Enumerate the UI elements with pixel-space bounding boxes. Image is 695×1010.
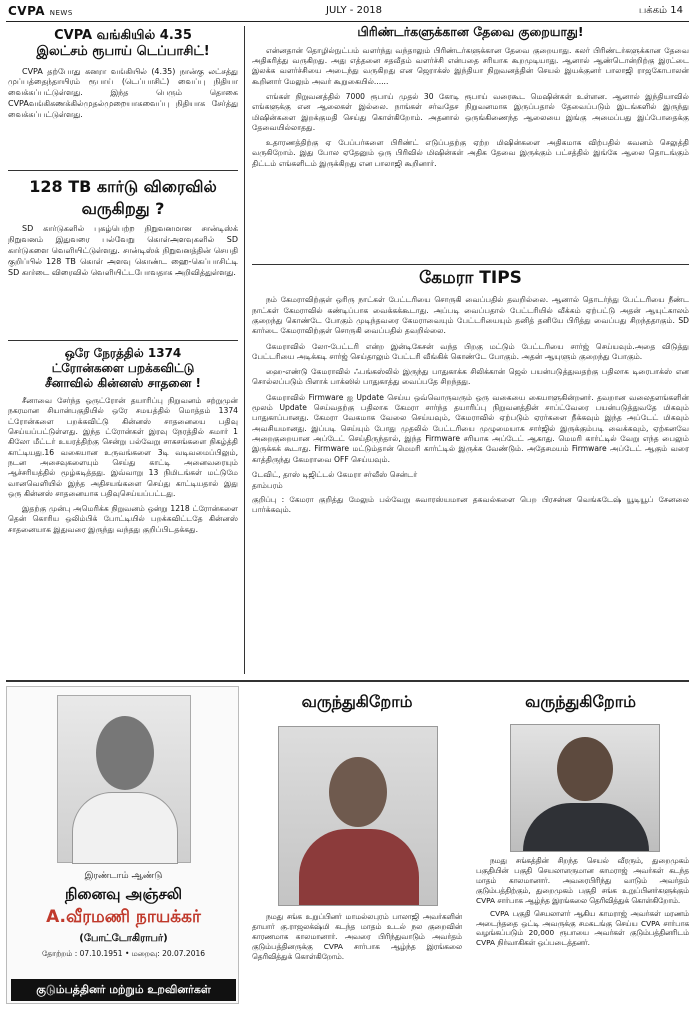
memorial-heading: நினைவு அஞ்சலி (64, 885, 183, 903)
article-credit-place: தாம்பரம் (252, 481, 283, 491)
article-body: SD கார்டுகளில் புகழ்பெற்ற நிறுவனமான சான்டிஸ்க் நிறுவனம் இதுவரை பல்வேறு கொள்அளவுகளில் SD கார்டுகளை வெளியிட்டுள்ளது. சான்டிஸ்க் நிறுவனத்தின் செயதி குறிப்பில் 128 TB கொள் அளவு கொண்ட ஹை-கெப்பாசிட்டி SD கார்டை விரைவில் வெளியிட்டபோவதாக அறிவித்துள்ளது. (8, 224, 238, 277)
condolence-body: CVPA பகுதி செயலாளர் ஆகிய காமராஜ் அவர்கள் மரணம் அடைந்ததை ஒட்டி அவருக்கு சமகடங்கு செய்ய CVPA சார்பாக வழங்கப்படும் 20,000 ரூபாயை அவர்கள் குடும்பத்தினரிடம் CVPA நிர்வாகிகள் ஒப்படைத்தனர். (476, 908, 689, 948)
article-body: என்னதான் தொழில்நுட்பம் வளர்ந்து வந்தாலும் பிரிண்டர்களுக்கான தேவை குறையாது. கலர் பிரிண்டர்களுக்கான தேவை அதிகரித்து வருகிறது. அது எத்தனை சதவீதம் வளர்ச்சி என்பதை சரியாக கூறமுடியாது. ஆனால் ஆண்டொன்றிற்கு இரட்டை இலக்க வளர்ச்சியை அடைந்து வருகிறது என ஜெராக்ஸ் இந்தியா நிறுவனத்தின் செயல் இயக்குனர் பாலாஜி ராஜகோபாலன் கூறினார் மேலும் அவர் கூறுகையில்...... (252, 45, 689, 86)
title-line: சீனாவில் கின்னஸ் சாதனை ! (45, 376, 201, 390)
memorial-name: A.வீரமணி நாயக்கர் (46, 907, 201, 927)
column-divider (244, 26, 245, 674)
article-body: இதற்கு முன்பு அமெரிக்க நிறுவனம் ஒன்று 1218 ட்ரோன்களை தென் கொரிய ஒலிம்பிக் போட்டியில் பறக்கவிட்டதே கின்னஸ் சாதனையாக இதுவரை இருந்து வந்தது குறிப்பிடதக்கது. (8, 504, 238, 534)
title-line: CVPA வங்கியில் 4.35 (54, 28, 192, 43)
memorial-photo (57, 695, 191, 863)
title-line: இலட்சம் ரூபாய் டெப்பாசிட்! (36, 44, 210, 60)
article-note: குறிப்பு : கேமரா குறித்து மேலும் பல்வேறு சுவாரஸ்யமான தகவல்களை பெற பிரசன்ன வெங்கடேஷ் யூடியூப் சேனலை பார்க்கவும். (252, 494, 689, 514)
title-line: ஒரே நேரத்தில் 1374 (64, 346, 182, 360)
title-line: ட்ரோன்களை பறக்கவிட்டு (51, 361, 195, 375)
issue-date: JULY - 2018 (326, 5, 383, 16)
brand-name: CVPA (8, 4, 46, 18)
article-sd-card (8, 176, 238, 334)
memorial-role: (போட்டோகிராபர்) (79, 933, 168, 944)
article-title (8, 176, 238, 219)
divider (8, 170, 238, 171)
article-title: பிரிண்டர்களுக்கான தேவை குறையாது! (357, 24, 584, 39)
article-printer-demand (252, 24, 689, 260)
divider (252, 264, 689, 265)
portrait-head (96, 716, 154, 790)
condolence-title: வருந்துகிறோம் (301, 692, 413, 711)
portrait-head (329, 757, 387, 827)
condolence-body: நமது சங்கத்தின் சிறந்த செயல் வீரரும், துறைமுகம் பகுதியின் பகுதி செயலாளருமான காமராஜ் அவர்கள் கடந்த மாதம் காலமானார். அவரைபிரிந்து வாடும் அவர்தம் குடும்பத்திற்கும், துறைமுகம் பகுதி சங்க உறுப்பினர்களுக்கும் CVPA சார்பாக ஆழ்ந்த இரங்கலை தெரிவித்துக் கொள்கிறோம். (476, 856, 689, 905)
memorial-anniversary: இரண்டாம் ஆண்டு (84, 871, 163, 881)
brand-logo (8, 4, 73, 18)
portrait-torso (523, 803, 649, 852)
title-line: 128 TB கார்டு விரைவில் (29, 177, 217, 196)
article-body: எங்கள் நிறுவனத்தில் 7000 ரூபாய் முதல் 30 கோடி ரூபாய் வரைகூட மெஷின்கள் உள்ளன. ஆனால் இந்தியாவில் எங்களுக்கு என ஆலைகள் இல்லை. நாங்கள் சர்வதேச நிறுவனமாக இருப்பதால் தேவைப்படும் இடங்களில் இருந்து மிஷின்களை இறக்குமதி செய்து கொள்கிறோம். அதனால் ஒருங்கிணைந்த ஆலையை இங்கு அமைப்பது இப்போதைக்கு தேவையில்லாதது. (252, 91, 689, 132)
brand-suffix: NEWS (49, 9, 73, 17)
condolence-title: வருந்துகிறோம் (525, 692, 636, 711)
article-drone-record (8, 346, 238, 672)
section-divider (6, 680, 689, 682)
portrait-torso (72, 792, 178, 864)
title-line: வருகிறது ? (81, 198, 165, 218)
page-number: பக்கம் 14 (638, 5, 683, 16)
memorial-notice (6, 686, 239, 1004)
article-title (8, 28, 238, 61)
portrait-head (557, 737, 613, 801)
article-body: ஹை-எண்டு கேமராவில் ஃபங்கஸ்லில் இருந்து பாதுகாக்க சிலிக்கான் ஜெல் பயன்படுத்துவதற்கு பதிலாக டிரைபாக்ஸ் என சொல்லப்படும் பிளாக் பாக்ஸில் பாதுகாத்து வைப்பதே சிறந்தது. (252, 367, 689, 387)
article-title (8, 346, 238, 391)
article-body: கேமராவில் Firmware ஐ Update செய்ய ஒவ்வொருவரும் ஒரு வகையை கையாளுகின்றனர். தவறான வலைதளங்களின் மூலம் Update செய்வதற்கு பதிலாக கேமரா சார்ந்த தயாரிப்பு நிறுவனத்தின் சாப்ட்வேரை பயன்படுத்துவதே மிகவும் பாதுகாப்பானது. கேமரா வேகமாக வேலை செய்யவும், கேமராவில் ஏற்படும் ஏரர்களை நீக்கவும் இந்த அப்டேட் மிகவும் அவசியமானது. இப்படி செய்யும் போது முதலில் பேட்டரியை முழுமையாக சார்ஜில் இருக்கும்படி வைக்கவும், ஏற்கனவே அறைகுறையான அப்டேட் செய்திருந்தால், இந்த Firmware சரியாக அப்டேட் ஆகாது. மெமரி கார்ட்டில் வேறு எந்த பைலும் இருக்கக் கூடாது. Firmware மட்டும்தான் மெமரி கார்ட்டில் இருக்க வேண்டும். அதேசமயம் Firmware அப்டேட் ஆகும் வரை காத்திருந்து கேமராவை OFF செய்யவும். (252, 392, 689, 464)
article-body: உதாரணத்திற்கு ஏ பேப்பர்களை பிரிண்ட் எடுப்பதற்கு ஏற்ற மிஷின்களை அதிகமாக விற்பதில் கவனம் செலுத்தி வருகிறோம். இது போல ஏதேனும் ஒரு பிரிவில் மிஷின்கள் அதிக தேவை இருக்கும் பட்சத்தில் இங்கே ஆலை தொடங்கும் திட்டம் எங்களிடம் இருக்கிறது என பாலாஜி கூறினார். (252, 138, 689, 168)
article-body: CVPA தற்போது கனரா வங்கியில் (4.35) நான்கு லட்சத்து முப்பத்தைந்தாயிரம் ரூபாய் (டெப்பாசிட்) வைப்பு நிதியா வைக்கப்பட்டுள்ளது. இந்த பெரும் தொகை CVPAவங்கிகணக்கில்முதல்முறையாகவைப்பு நிதியாக சேர்த்து வைக்கப்பட்டுள்ளது. (8, 66, 238, 119)
condolence-body: நமது சங்க உறுப்பினர் மாமல்லபுரம் பாலாஜி அவர்களின் தாயார் கு.ராஜலக்‌ஷ்மி கடந்த மாதம் உடல் நல குறைவின் காரணமாக காலமானார். அவரை பிரிந்துவாடும் அவர்தம் குடும்பத்தினருக்கு CVPA சார்பாக ஆழ்ந்த இரங்கலை தெரிவித்துக் கொள்கிறோம். (252, 912, 462, 962)
divider (8, 340, 238, 341)
condolence-photo (510, 724, 660, 852)
page-header (6, 2, 689, 22)
condolence-photo (278, 726, 438, 906)
condolence-article (476, 856, 689, 1006)
memorial-footer: குடும்பத்தினர் மற்றும் உறவினர்கள் (11, 979, 236, 1001)
article-bank-deposit (8, 28, 238, 164)
article-title: கேமரா TIPS (419, 268, 522, 288)
article-body: சீனாவை சேர்ந்த ஒருட்ரோன் தயாரிப்பு நிறுவனம் சற்றுமுன் நகரமான சியான்பகுதியில் ஒரே சமயத்தில் மொத்தம் 1374 ட்ரோன்களை பறக்கவிட்டு கின்னஸ் சாதனையை பதிவு செய்யப்பட்டுள்ளது. இந்த ட்ரோன்கள் இரவு நேரத்தில் சுமார் 1 கிலோ மீட்டர் உயரத்திற்கு சென்று பல்வேறு சாகசங்களை நிகழ்த்தி காட்டியது.16 வகையான உருவங்களை 3டி வடிவமைப்பிலும், நடன அசைவுகளையும் செய்து காட்டி அனைவரையும் ஆச்சரியத்தில் மூழ்கடித்தது. இவ்வாறு 13 நிமிடங்கள் மட்டுமே வானவெளியில் இந்த அதிசயங்களை செய்து காட்டியதால் இது ஒரு கின்னஸ் சாதனையாக பதிவுசெய்யப்பட்டது. (8, 396, 238, 498)
article-body: நம் கேமராவிற்குள் ஒரிரு நாட்கள் பேட்டரியை சொருகி வைப்பதில் தவறில்லை. ஆனால் தொடர்ந்து பேட்டரியை நீண்ட நாட்கள் கேமராவில் கண்டிப்பாக வைக்கக்கூடாது. அப்படி வைப்பதால் பேட்டரியில் வீக்கம் ஏற்பட்டு அதன் ஆயுட்காலம் குறைந்து கொண்டே போகும் முடிந்தவரை கேமராவையும் பேட்டரியையும் தனித் தனியே பிரித்து வைப்பது சிறந்ததாகும். SD கார்டை கேமராவிற்குள் சொருகி வைப்பதில் தவறில்லை. (252, 295, 689, 336)
article-body: கேமராவில் லோ-பேட்டரி என்ற இன்டிகேசன் வந்த பிறகு மட்டும் பேட்டரியை சார்ஜ் செய்யவும்.அதை விடுத்து பேட்டரியை அடிக்கடி சார்ஜ் செய்தாலும் பேட்டரி வீங்கிக் கொண்டே போகும். அதன் ஆயுளும் குறைந்து போகும். (252, 341, 689, 361)
condolence-article (252, 912, 462, 1006)
memorial-dates: தோற்றம் : 07.10.1951 • மறைவு: 20.07.2016 (41, 949, 206, 958)
article-camera-tips (252, 268, 689, 674)
article-credit: டேவிட், தாஸ் டிஜிட்டல் கேமரா சர்வீஸ் சென்டர் (252, 469, 418, 479)
portrait-torso (299, 829, 419, 906)
